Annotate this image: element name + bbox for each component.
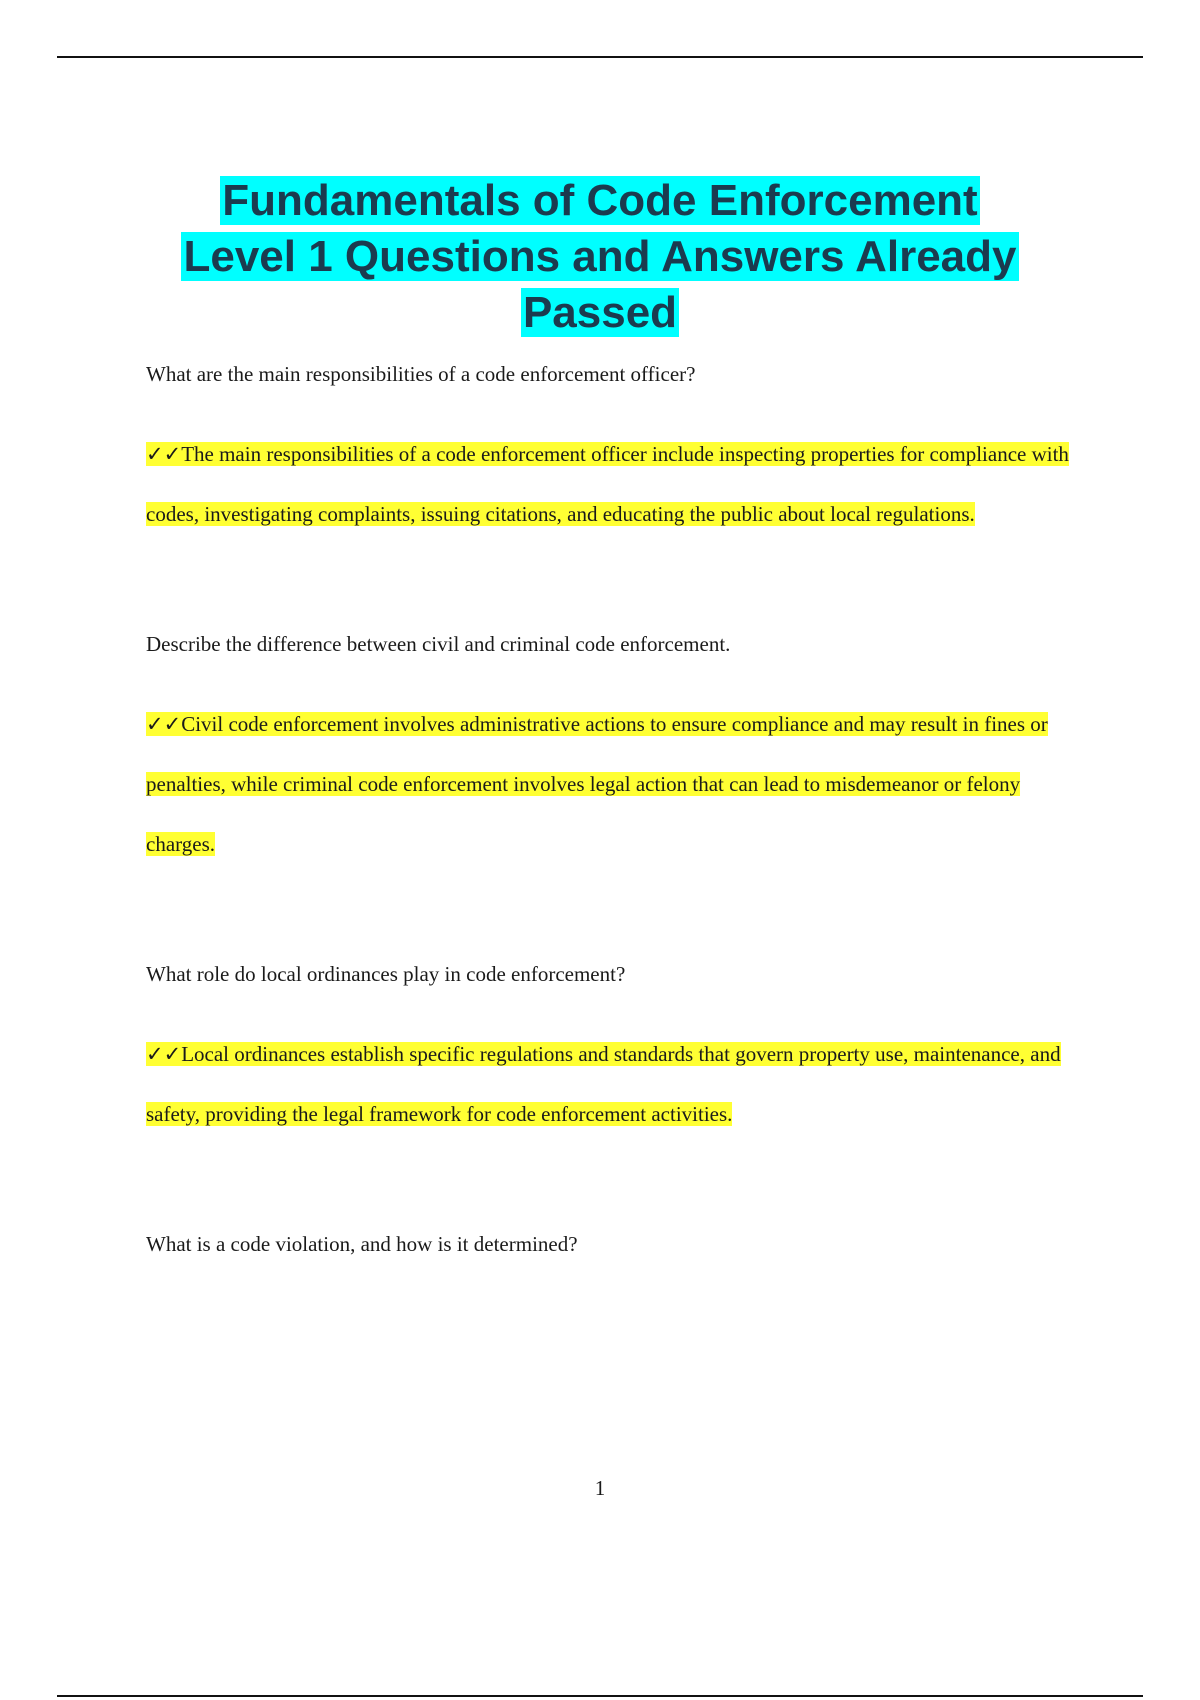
checkmark-icon: ✓✓ [146, 1042, 182, 1066]
answer-body: Civil code enforcement involves administrative actions to ensure compliance and may result in fines or penalties, while criminal code enforcement involves legal action that can lead to misdemeanor or felony charges. [146, 712, 1048, 856]
qa-item [146, 1230, 1086, 1258]
checkmark-icon: ✓✓ [146, 442, 182, 466]
qa-item [146, 630, 1086, 874]
title-line-2: Level 1 Questions and Answers Already [183, 232, 1017, 282]
checkmark-icon: ✓✓ [146, 712, 182, 736]
page-number: 1 [594, 1476, 606, 1500]
document-title [100, 173, 1100, 341]
question-text: What are the main responsibilities of a code enforcement officer? [146, 362, 696, 386]
answer-text [146, 1024, 1086, 1144]
qa-item [146, 960, 1086, 1144]
answer-text [146, 694, 1086, 874]
title-line-1: Fundamentals of Code Enforcement [222, 176, 978, 226]
answer-text [146, 424, 1086, 544]
qa-list [146, 360, 1086, 1258]
header-rule [57, 56, 1143, 58]
qa-item [146, 360, 1086, 544]
answer-body: The main responsibilities of a code enforcement officer include inspecting properties for compliance with codes, investigating complaints, issuing citations, and educating the public about local regulations. [146, 442, 1069, 526]
footer-rule [57, 1695, 1143, 1697]
question-text: What is a code violation, and how is it determined? [146, 1232, 578, 1256]
title-line-3: Passed [522, 288, 678, 338]
question-text: Describe the difference between civil and criminal code enforcement. [146, 632, 731, 656]
answer-body: Local ordinances establish specific regulations and standards that govern property use, maintenance, and safety, providing the legal framework for code enforcement activities. [146, 1042, 1061, 1126]
question-text: What role do local ordinances play in code enforcement? [146, 962, 626, 986]
